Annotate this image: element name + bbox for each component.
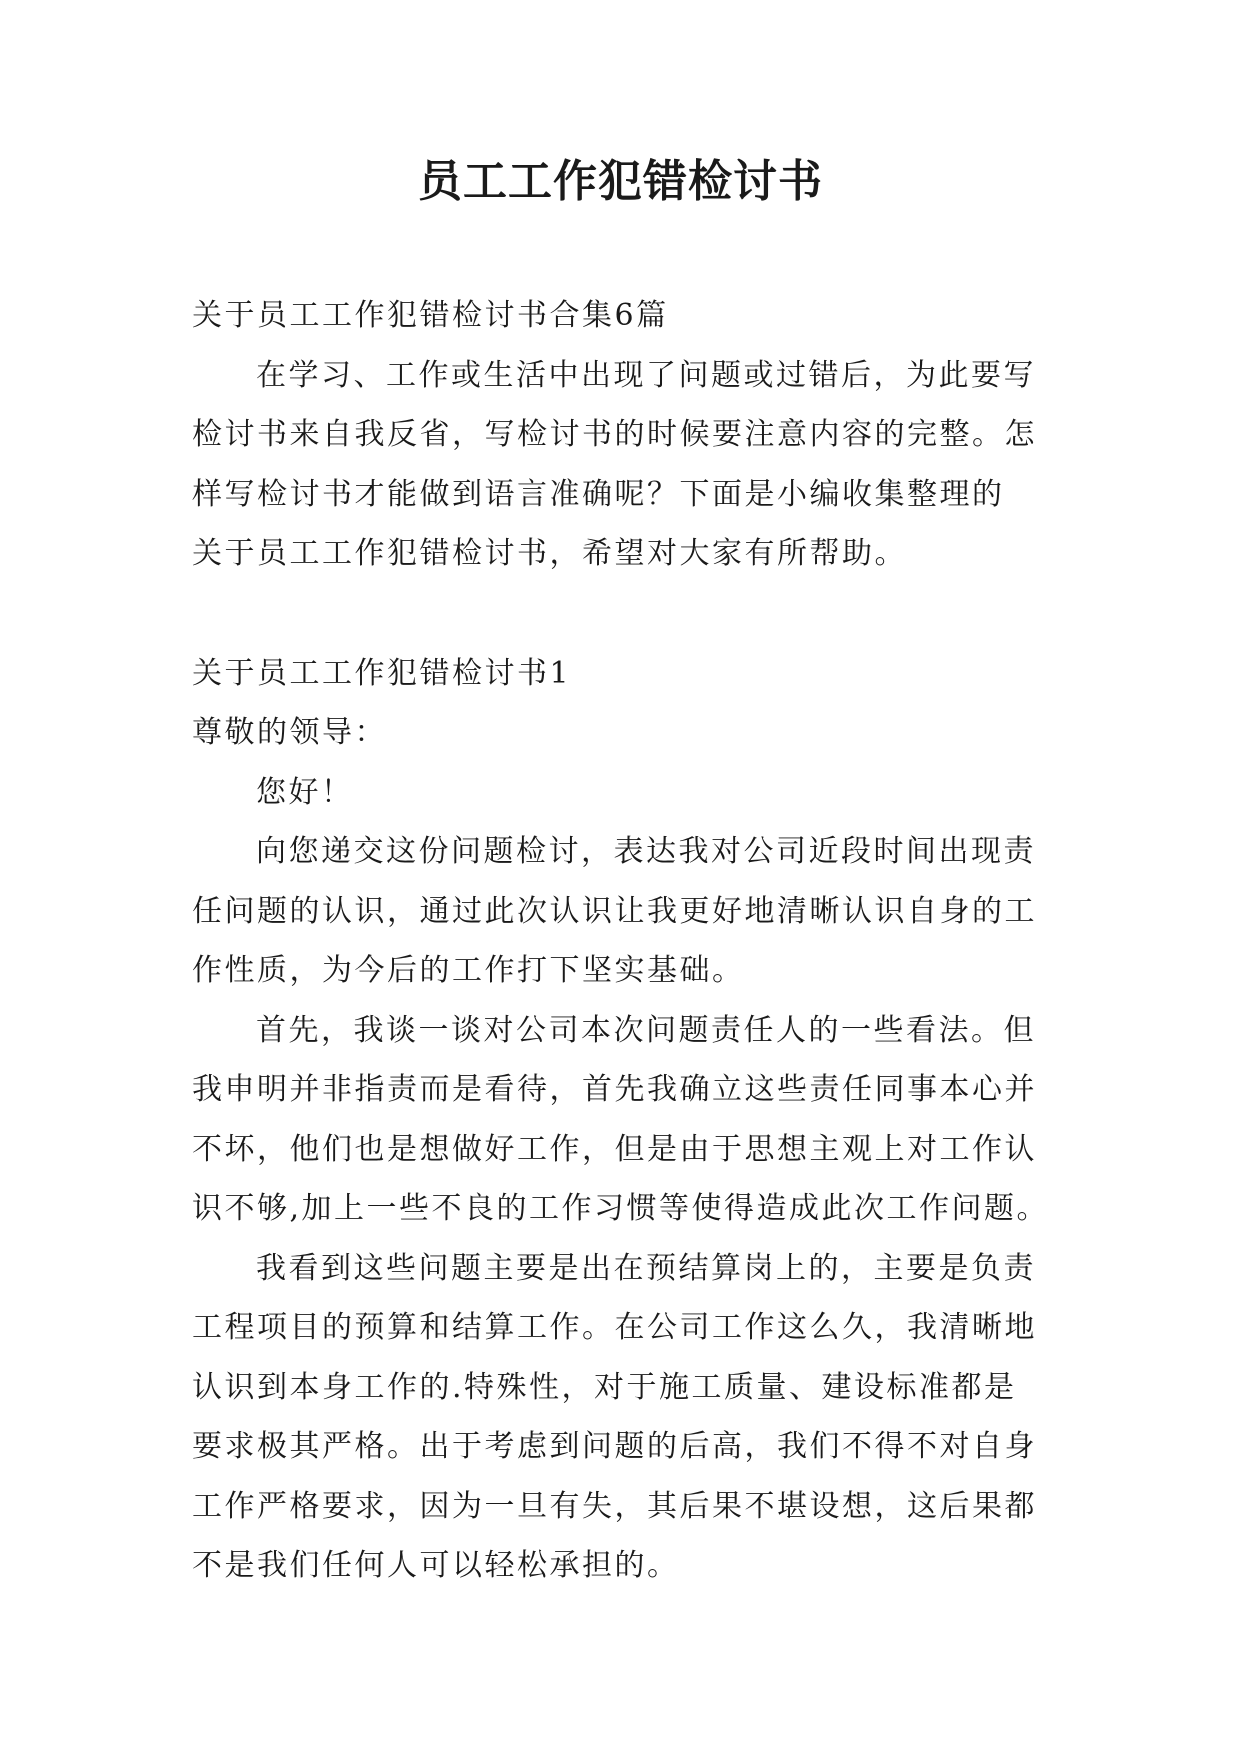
paragraph2-line: 首先，我谈一谈对公司本次问题责任人的一些看法。但 <box>256 1012 1036 1048</box>
paragraph3-line: 不是我们任何人可以轻松承担的。 <box>192 1548 680 1583</box>
paragraph3-line: 工程项目的预算和结算工作。在公司工作这么久，我清晰地 <box>192 1310 1037 1345</box>
document-body <box>192 286 1060 1596</box>
paragraph-gap <box>192 584 1060 644</box>
paragraph3-line: 认识到本身工作的.特殊性，对于施工质量、建设标准都是 <box>192 1369 1017 1405</box>
paragraph2-line: 我申明并非指责而是看待，首先我确立这些责任同事本心并 <box>192 1072 1037 1107</box>
paragraph2-line: 识不够,加上一些不良的工作习惯等使得造成此次工作问题。 <box>192 1191 1050 1226</box>
intro-line: 样写检讨书才能做到语言准确呢？下面是小编收集整理的 <box>192 476 1005 512</box>
intro-line: 在学习、工作或生活中出现了问题或过错后，为此要写 <box>256 357 1036 393</box>
intro-line: 关于员工工作犯错检讨书，希望对大家有所帮助。 <box>192 536 907 571</box>
section-heading: 关于员工工作犯错检讨书1 <box>192 655 572 691</box>
paragraph3-line: 要求极其严格。出于考虑到问题的后高，我们不得不对自身 <box>192 1429 1037 1464</box>
greeting: 您好！ <box>256 774 354 810</box>
paragraph3-line: 我看到这些问题主要是出在预结算岗上的，主要是负责 <box>256 1250 1036 1286</box>
salutation: 尊敬的领导： <box>192 715 387 750</box>
paragraph3-line: 工作严格要求，因为一旦有失，其后果不堪设想，这后果都 <box>192 1488 1037 1524</box>
document-title: 员工工作犯错检讨书 <box>418 156 823 207</box>
subtitle-line: 关于员工工作犯错检讨书合集6篇 <box>192 298 669 333</box>
paragraph1-line: 向您递交这份问题检讨，表达我对公司近段时间出现责 <box>256 834 1036 869</box>
intro-line: 检讨书来自我反省，写检讨书的时候要注意内容的完整。怎 <box>192 417 1037 452</box>
paragraph2-line: 不坏，他们也是想做好工作，但是由于思想主观上对工作认 <box>192 1131 1037 1167</box>
paragraph1-line: 任问题的认识，通过此次认识让我更好地清晰认识自身的工 <box>192 893 1037 929</box>
paragraph1-line: 作性质，为今后的工作打下坚实基础。 <box>192 953 745 988</box>
